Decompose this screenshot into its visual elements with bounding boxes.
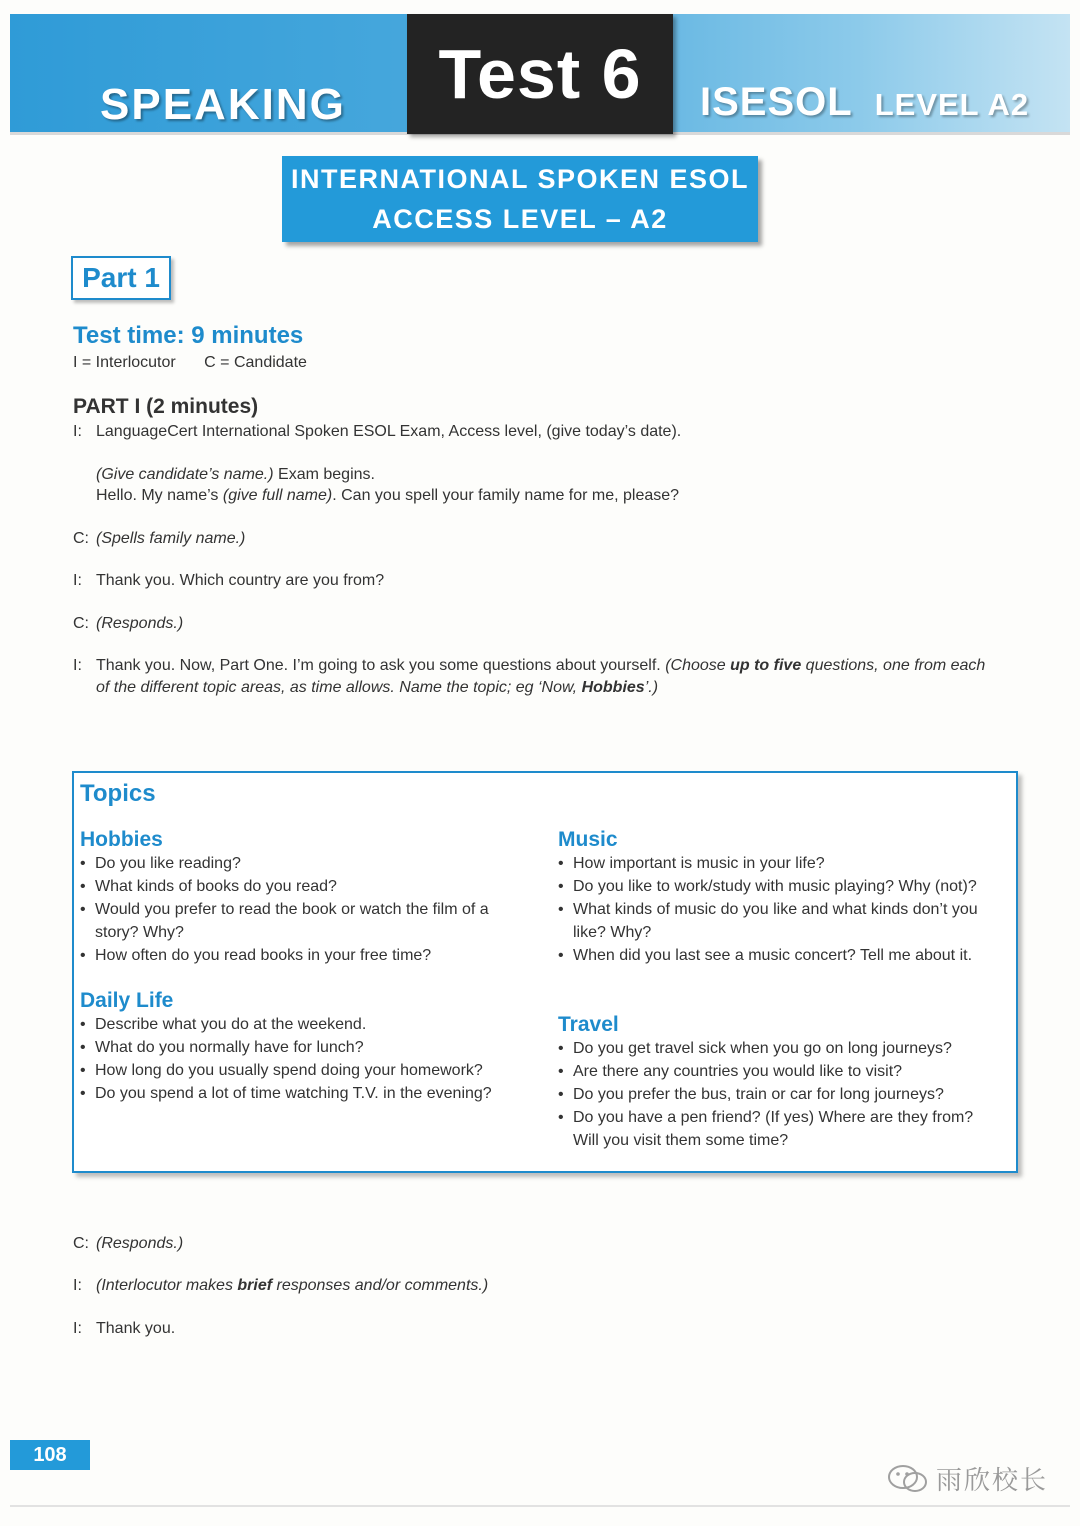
speaker-legend <box>73 354 331 372</box>
dialogue-instruction: ’.) <box>644 679 659 696</box>
question-item: • Do you like to work/study with music playing? Why (not)? <box>558 875 1003 898</box>
legend-interlocutor: I = Interlocutor <box>73 354 176 371</box>
dialogue-line <box>73 613 183 635</box>
bottom-divider <box>10 1505 1070 1507</box>
page-number: 108 <box>10 1440 90 1470</box>
subtitle-box <box>282 156 758 242</box>
dialogue-instruction: (Give candidate’s name.) <box>96 466 274 483</box>
dialogue-text: Hello. My name’s <box>96 487 223 504</box>
speaker-label: I: <box>73 423 82 440</box>
topic-heading: Music <box>558 828 618 851</box>
watermark-text: 雨欣校长 <box>936 1465 1049 1495</box>
dialogue-line <box>73 570 384 592</box>
speaker-label: C: <box>73 615 89 632</box>
dialogue-emphasis: brief <box>237 1277 273 1294</box>
header-level-a2: LEVEL A2 <box>874 87 1030 122</box>
topic-daily-life <box>80 989 520 1105</box>
dialogue-text: Thank you. Which country are you from? <box>96 572 385 589</box>
dialogue-line <box>73 1275 488 1297</box>
topic-hobbies <box>80 828 510 967</box>
header-level <box>700 80 1029 125</box>
dialogue-text: Thank you. Now, Part One. I’m going to ask you some questions about yourself. <box>96 657 666 674</box>
question-item: • What kinds of music do you like and what kinds don’t you like? Why? <box>558 898 1003 944</box>
dialogue-line <box>73 421 681 443</box>
topic-music <box>558 828 1003 967</box>
speaker-label: C: <box>73 1235 89 1252</box>
question-item: • Do you get travel sick when you go on long journeys? <box>558 1037 1003 1060</box>
dialogue-instruction: of the different topic areas, as time allows. Name the topic; eg ‘Now, <box>96 679 582 696</box>
dialogue-line <box>73 1318 175 1340</box>
question-item: • Do you prefer the bus, train or car for long journeys? <box>558 1083 1003 1106</box>
question-item: • What kinds of books do you read? <box>80 875 510 898</box>
speaker-label: I: <box>73 1277 82 1294</box>
question-item: • How often do you read books in your free time? <box>80 944 510 967</box>
question-item: • Do you spend a lot of time watching T.V. in the evening? <box>80 1082 520 1105</box>
question-list <box>558 1037 1003 1152</box>
header-speaking-title: SPEAKING <box>100 80 346 129</box>
dialogue-instruction: responses and/or comments.) <box>272 1277 489 1294</box>
speaker-label: I: <box>73 572 82 589</box>
header-isesol: ISESOL <box>700 80 853 124</box>
question-item: • Would you prefer to read the book or watch the film of a story? Why? <box>80 898 510 944</box>
wechat-icon <box>886 1464 930 1494</box>
dialogue-instruction: (give full name) <box>222 487 333 504</box>
question-item: • Are there any countries you would like to visit? <box>558 1060 1003 1083</box>
dialogue-text: Thank you. <box>96 1320 176 1337</box>
topic-heading: Travel <box>558 1013 619 1036</box>
dialogue-line <box>73 1233 183 1255</box>
speaker-label: I: <box>73 1320 82 1337</box>
dialogue-line <box>96 485 679 507</box>
speaker-label: C: <box>73 530 89 547</box>
dialogue-instruction: (Spells family name.) <box>96 530 246 547</box>
dialogue-line <box>96 677 658 699</box>
dialogue-emphasis: up to five <box>730 657 802 674</box>
dialogue-text: Exam begins. <box>273 466 375 483</box>
speaker-label: I: <box>73 657 82 674</box>
question-list <box>80 852 510 967</box>
legend-candidate: C = Candidate <box>204 354 307 371</box>
watermark <box>886 1460 1048 1497</box>
topic-heading: Hobbies <box>80 828 163 851</box>
dialogue-instruction: (Choose <box>665 657 731 674</box>
test-time: Test time: 9 minutes <box>73 322 304 349</box>
dialogue-instruction: (Responds.) <box>96 615 184 632</box>
topics-title: Topics <box>80 780 156 807</box>
part-heading: PART I (2 minutes) <box>73 395 259 418</box>
dialogue-instruction: (Responds.) <box>96 1235 184 1252</box>
part-label: Part 1 <box>71 256 171 300</box>
test-title: Test 6 <box>438 35 642 113</box>
header-test-box <box>407 14 673 134</box>
question-item: • How long do you usually spend doing your homework? <box>80 1059 520 1082</box>
subtitle-line-2: ACCESS LEVEL – A2 <box>372 204 668 234</box>
dialogue-emphasis: Hobbies <box>581 679 645 696</box>
dialogue-text: LanguageCert International Spoken ESOL Exam, Access level, (give today’s date). <box>96 423 682 440</box>
question-item: • What do you normally have for lunch? <box>80 1036 520 1059</box>
question-item: • When did you last see a music concert? Tell me about it. <box>558 944 1003 967</box>
dialogue-line <box>73 528 245 550</box>
question-item: • Do you have a pen friend? (If yes) Where are they from? Will you visit them some time? <box>558 1106 1003 1152</box>
dialogue-line <box>96 464 375 486</box>
dialogue-instruction: questions, one from each <box>801 657 986 674</box>
question-list <box>558 852 1003 967</box>
topic-travel <box>558 1013 1003 1152</box>
dialogue-text: . Can you spell your family name for me, please? <box>332 487 680 504</box>
topic-heading: Daily Life <box>80 989 174 1012</box>
question-item: • How important is music in your life? <box>558 852 1003 875</box>
question-item: • Describe what you do at the weekend. <box>80 1013 520 1036</box>
question-list <box>80 1013 520 1105</box>
subtitle-line-1: INTERNATIONAL SPOKEN ESOL <box>290 164 750 194</box>
question-item: • Do you like reading? <box>80 852 510 875</box>
dialogue-instruction: (Interlocutor makes <box>96 1277 238 1294</box>
dialogue-line <box>73 655 1013 677</box>
